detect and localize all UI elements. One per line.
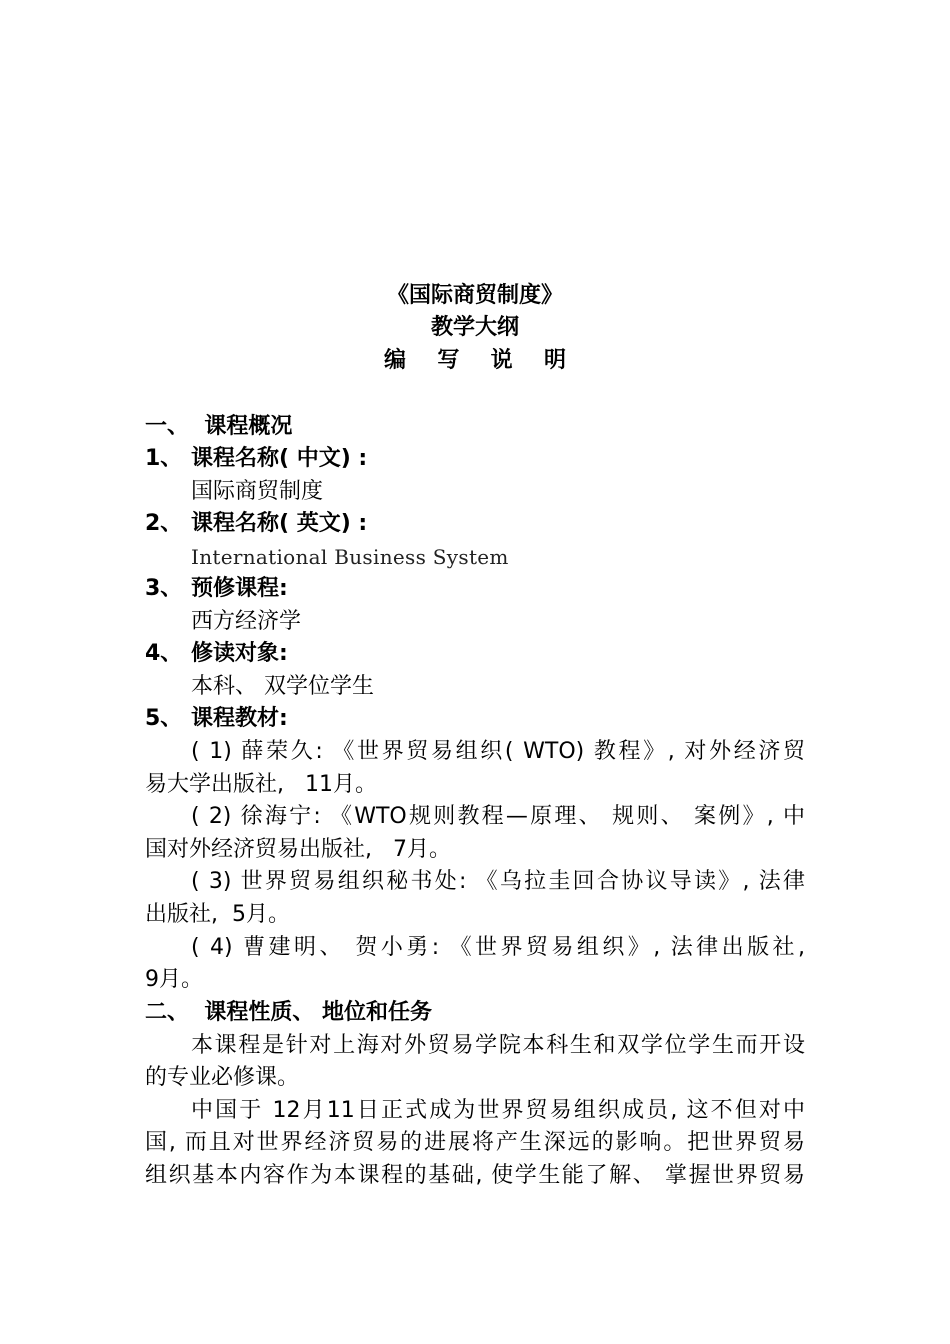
textbook-2-line1: ( 2) 徐海宁: 《WTO规则教程—原理、 规则、 案例》, 中 bbox=[191, 804, 805, 829]
textbook-1-line1: ( 1) 薛荣久: 《世界贸易组织( WTO) 教程》, 对外经济贸 bbox=[191, 739, 805, 764]
textbook-4-line2: 9月。 bbox=[145, 967, 203, 992]
doc-subtitle: 教学大纲 bbox=[430, 315, 519, 340]
item-number: 1、 bbox=[145, 446, 183, 471]
item4-value: 本科、 双学位学生 bbox=[191, 674, 374, 699]
section2-heading: 二、 课程性质、 地位和任务 bbox=[145, 1000, 432, 1025]
item1-label bbox=[145, 443, 367, 475]
para2-line3: 组织基本内容作为本课程的基础, 使学生能了解、 掌握世界贸易 bbox=[145, 1163, 805, 1188]
item-label: 预修课程: bbox=[191, 576, 288, 601]
textbook-3-line1: ( 3) 世界贸易组织秘书处: 《乌拉圭回合协议导读》, 法律 bbox=[191, 869, 805, 894]
item4-label bbox=[145, 638, 288, 670]
item2-value: International Business System bbox=[191, 545, 509, 569]
para2-line1: 中国于 12月11日正式成为世界贸易组织成员, 这不但对中 bbox=[191, 1098, 805, 1123]
item1-value: 国际商贸制度 bbox=[191, 479, 324, 504]
section1-heading: 一、 课程概况 bbox=[145, 414, 293, 439]
item5-label bbox=[145, 703, 288, 735]
item-number: 3、 bbox=[145, 576, 183, 601]
item-number: 5、 bbox=[145, 706, 183, 731]
textbook-3-line2: 出版社, 5月。 bbox=[145, 902, 290, 927]
para1-line2: 的专业必修课。 bbox=[145, 1065, 300, 1090]
textbook-1-line2: 易大学出版社, 11月。 bbox=[145, 772, 377, 797]
para1-line1: 本课程是针对上海对外贸易学院本科生和双学位学生而开设 bbox=[191, 1033, 805, 1058]
textbook-4-line1: ( 4) 曹建明、 贺小勇: 《世界贸易组织》, 法律出版社, bbox=[191, 935, 805, 960]
item-label: 课程名称( 英文) : bbox=[191, 511, 368, 536]
item3-value: 西方经济学 bbox=[191, 609, 302, 634]
item2-label bbox=[145, 508, 367, 540]
item-number: 2、 bbox=[145, 511, 183, 536]
textbook-2-line2: 国对外经济贸易出版社, 7月。 bbox=[145, 837, 451, 862]
para2-line2: 国, 而且对世界经济贸易的进展将产生深远的影响。把世界贸易 bbox=[145, 1130, 805, 1155]
item3-label bbox=[145, 573, 288, 605]
doc-section-title: 编 写 说 明 bbox=[384, 348, 566, 373]
item-label: 课程教材: bbox=[191, 706, 288, 731]
doc-title: 《国际商贸制度》 bbox=[386, 283, 563, 308]
item-label: 课程名称( 中文) : bbox=[191, 446, 368, 471]
item-number: 4、 bbox=[145, 641, 183, 666]
item-label: 修读对象: bbox=[191, 641, 288, 666]
